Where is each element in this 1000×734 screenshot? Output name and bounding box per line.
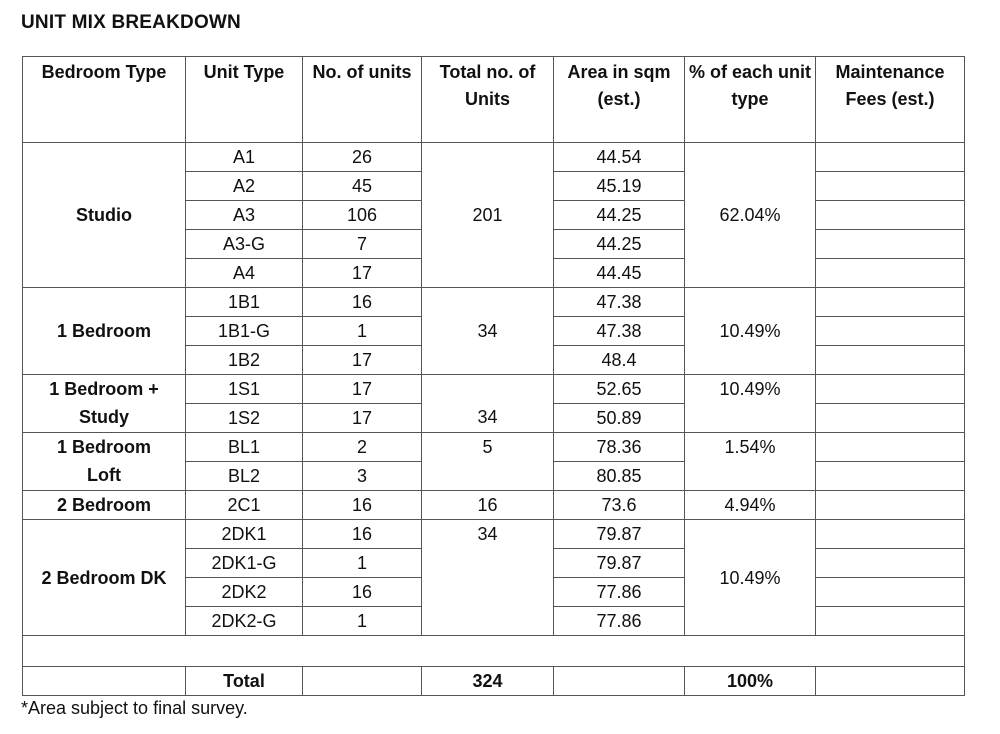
area-cell: 45.19 <box>554 172 685 201</box>
unit-count-cell: 1 <box>303 549 422 578</box>
unit-type-cell: A4 <box>186 259 303 288</box>
total-units-value: 34 <box>477 407 498 427</box>
area-cell: 77.86 <box>554 578 685 607</box>
unit-count-cell: 16 <box>303 578 422 607</box>
area-cell: 44.45 <box>554 259 685 288</box>
unit-type-cell: 1B2 <box>186 346 303 375</box>
area-cell: 44.25 <box>554 201 685 230</box>
unit-type-cell: A2 <box>186 172 303 201</box>
header-no-of-units: No. of units <box>303 57 422 143</box>
unit-count-cell: 17 <box>303 346 422 375</box>
area-cell: 52.65 <box>554 375 685 404</box>
bedroom-type-cell: 2 Bedroom DK <box>23 520 186 636</box>
area-cell: 80.85 <box>554 462 685 491</box>
unit-count-cell: 17 <box>303 404 422 433</box>
area-cell: 50.89 <box>554 404 685 433</box>
page-title: UNIT MIX BREAKDOWN <box>21 12 241 33</box>
bedroom-type-label-line1: 1 Bedroom + <box>49 379 159 399</box>
unit-type-cell: A3-G <box>186 230 303 259</box>
blank-row <box>23 636 965 667</box>
total-units-cell: 5 <box>422 433 554 491</box>
maintenance-cell <box>816 404 965 433</box>
maintenance-cell <box>816 230 965 259</box>
unit-count-cell: 16 <box>303 491 422 520</box>
total-label: Total <box>186 667 303 696</box>
header-unit-type: Unit Type <box>186 57 303 143</box>
unit-count-cell: 106 <box>303 201 422 230</box>
table-row <box>23 375 965 404</box>
area-cell: 73.6 <box>554 491 685 520</box>
total-units-cell: 201 <box>422 143 554 288</box>
unit-count-cell: 16 <box>303 288 422 317</box>
area-cell: 79.87 <box>554 549 685 578</box>
maintenance-cell <box>816 346 965 375</box>
bedroom-type-cell <box>23 433 186 491</box>
maintenance-cell <box>816 520 965 549</box>
unit-type-cell: 2DK2-G <box>186 607 303 636</box>
percent-cell: 1.54% <box>685 433 816 491</box>
unit-count-cell: 2 <box>303 433 422 462</box>
total-units-sum: 324 <box>422 667 554 696</box>
maintenance-cell <box>816 607 965 636</box>
maintenance-cell <box>816 317 965 346</box>
bedroom-type-cell <box>23 375 186 433</box>
table-row <box>23 433 965 462</box>
percent-cell: 10.49% <box>685 375 816 433</box>
bedroom-type-label-line2: Loft <box>87 465 121 485</box>
table-row <box>23 143 965 172</box>
total-row-empty-cell <box>554 667 685 696</box>
area-cell: 77.86 <box>554 607 685 636</box>
maintenance-cell <box>816 259 965 288</box>
blank-cell <box>23 636 965 667</box>
bedroom-type-cell: Studio <box>23 143 186 288</box>
unit-type-cell: BL2 <box>186 462 303 491</box>
unit-count-cell: 17 <box>303 375 422 404</box>
unit-count-cell: 26 <box>303 143 422 172</box>
percent-cell: 10.49% <box>685 520 816 636</box>
unit-mix-table <box>22 56 965 696</box>
area-cell: 78.36 <box>554 433 685 462</box>
percent-cell: 10.49% <box>685 288 816 375</box>
unit-type-cell: 1B1-G <box>186 317 303 346</box>
total-units-cell: 34 <box>422 520 554 636</box>
area-cell: 44.54 <box>554 143 685 172</box>
unit-count-cell: 1 <box>303 607 422 636</box>
total-units-cell: 16 <box>422 491 554 520</box>
bedroom-type-label-line2: Study <box>78 407 129 427</box>
table-row <box>23 288 965 317</box>
maintenance-cell <box>816 172 965 201</box>
total-units-cell: 34 <box>422 288 554 375</box>
header-area: Area in sqm (est.) <box>554 57 685 143</box>
bedroom-type-cell: 1 Bedroom <box>23 288 186 375</box>
total-row-empty-cell <box>303 667 422 696</box>
unit-type-cell: 1B1 <box>186 288 303 317</box>
unit-count-cell: 3 <box>303 462 422 491</box>
unit-count-cell: 7 <box>303 230 422 259</box>
unit-count-cell: 16 <box>303 520 422 549</box>
unit-type-cell: 1S2 <box>186 404 303 433</box>
maintenance-cell <box>816 201 965 230</box>
unit-count-cell: 1 <box>303 317 422 346</box>
area-cell: 47.38 <box>554 317 685 346</box>
percent-cell: 62.04% <box>685 143 816 288</box>
percent-cell: 4.94% <box>685 491 816 520</box>
unit-type-cell: 2DK1-G <box>186 549 303 578</box>
bedroom-type-label-line1: 1 Bedroom <box>56 437 152 457</box>
maintenance-cell <box>816 433 965 462</box>
header-row <box>23 57 965 143</box>
unit-type-cell: 2DK2 <box>186 578 303 607</box>
footnote: *Area subject to final survey. <box>21 698 248 718</box>
maintenance-cell <box>816 288 965 317</box>
total-row <box>23 667 965 696</box>
header-maintenance: Maintenance Fees (est.) <box>816 57 965 143</box>
unit-type-cell: A1 <box>186 143 303 172</box>
maintenance-cell <box>816 462 965 491</box>
unit-count-cell: 17 <box>303 259 422 288</box>
header-bedroom-type: Bedroom Type <box>23 57 186 143</box>
unit-count-cell: 45 <box>303 172 422 201</box>
total-row-empty-cell <box>23 667 186 696</box>
header-total-units: Total no. of Units <box>422 57 554 143</box>
maintenance-cell <box>816 375 965 404</box>
area-cell: 47.38 <box>554 288 685 317</box>
unit-type-cell: 2DK1 <box>186 520 303 549</box>
unit-type-cell: 1S1 <box>186 375 303 404</box>
maintenance-cell <box>816 143 965 172</box>
table-row <box>23 520 965 549</box>
bedroom-type-cell: 2 Bedroom <box>23 491 186 520</box>
unit-type-cell: 2C1 <box>186 491 303 520</box>
area-cell: 48.4 <box>554 346 685 375</box>
unit-type-cell: BL1 <box>186 433 303 462</box>
total-units-cell <box>422 375 554 433</box>
total-percent: 100% <box>685 667 816 696</box>
table-row <box>23 491 965 520</box>
maintenance-cell <box>816 578 965 607</box>
maintenance-cell <box>816 491 965 520</box>
header-percent: % of each unit type <box>685 57 816 143</box>
unit-type-cell: A3 <box>186 201 303 230</box>
area-cell: 44.25 <box>554 230 685 259</box>
area-cell: 79.87 <box>554 520 685 549</box>
maintenance-cell <box>816 549 965 578</box>
total-row-empty-cell <box>816 667 965 696</box>
